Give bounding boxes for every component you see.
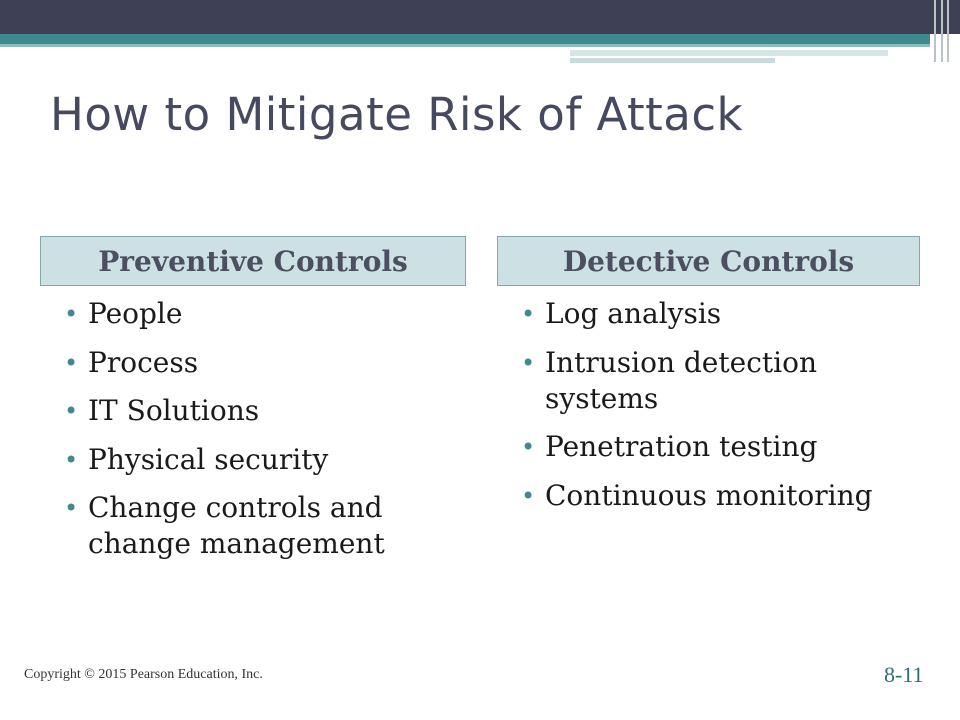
list-item: [62, 296, 462, 332]
side-line: [947, 0, 949, 62]
top-band-light: [570, 50, 888, 56]
list-item: [62, 345, 462, 381]
list-item: [62, 393, 462, 429]
list-item: [519, 345, 919, 417]
list-item: [519, 478, 919, 514]
list-item-text: Log analysis: [545, 297, 722, 330]
bullet-icon: •: [64, 397, 79, 425]
list-item-text: IT Solutions: [88, 394, 260, 427]
preventive-controls-header: Preventive Controls: [40, 236, 466, 286]
top-band-teal: [0, 34, 930, 44]
list-item: [519, 296, 919, 332]
bullet-icon: •: [64, 300, 79, 328]
bullet-icon: •: [521, 433, 536, 461]
list-item-text: Physical security: [88, 442, 329, 476]
list-item-text: People: [88, 297, 183, 330]
list-item-text: Process: [88, 345, 199, 379]
bullet-icon: •: [64, 348, 79, 377]
list-item-text: Penetration testing: [545, 430, 818, 463]
detective-controls-list: [519, 296, 919, 526]
bullet-icon: •: [521, 348, 536, 377]
detective-controls-header: Detective Controls: [497, 236, 920, 286]
list-item-text: Intrusion detection systems: [545, 345, 817, 415]
side-line: [941, 0, 943, 62]
bullet-icon: •: [64, 445, 79, 474]
list-item: [62, 490, 462, 562]
list-item: [519, 429, 919, 465]
bullet-icon: •: [521, 300, 536, 328]
list-item: [62, 442, 462, 478]
top-band-light-short: [570, 58, 775, 63]
bullet-icon: •: [64, 494, 79, 522]
side-line: [934, 0, 936, 62]
copyright-footer: Copyright © 2015 Pearson Education, Inc.: [24, 667, 263, 682]
list-item-text: Change controls and change management: [88, 491, 385, 560]
slide-number: 8-11: [884, 662, 924, 687]
list-item-text: Continuous monitoring: [545, 478, 873, 512]
top-band-teal-thin: [0, 44, 930, 47]
preventive-controls-list: [62, 296, 462, 575]
slide-title: How to Mitigate Risk of Attack: [50, 88, 744, 141]
top-band-dark: [0, 0, 960, 34]
bullet-icon: •: [521, 481, 536, 510]
